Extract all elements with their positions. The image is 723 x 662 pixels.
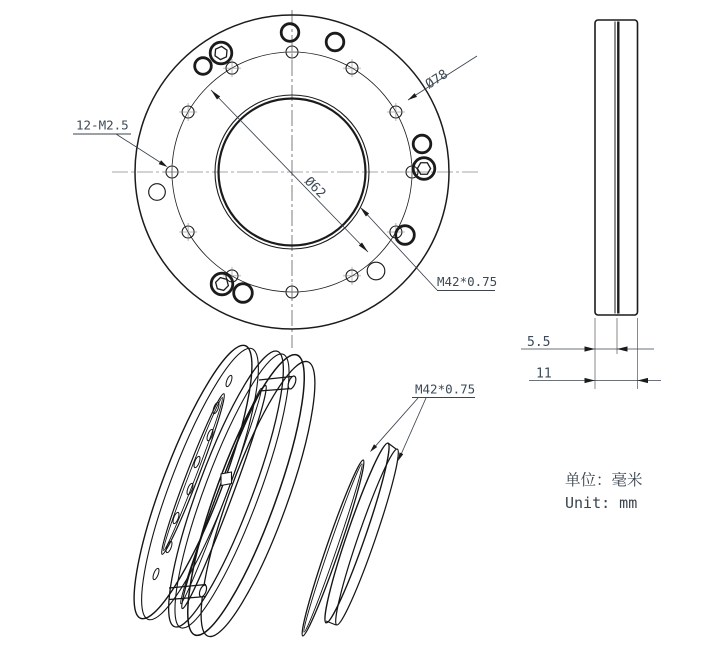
hex-socket-screws: [210, 42, 435, 295]
front-view: [112, 10, 478, 348]
thread-label-front: M42*0.75: [437, 274, 498, 289]
side-profile: [595, 20, 638, 315]
dim-inner-thickness: [521, 335, 654, 352]
exploded-view: [114, 335, 406, 646]
inner-thickness-label: 5.5: [527, 335, 551, 350]
outer-dia-label: Ø78: [423, 66, 451, 93]
bore-dia-label: Ø62: [301, 174, 329, 202]
total-thickness-label: 11: [536, 366, 552, 382]
m42-ring: [297, 440, 406, 638]
unit-label-chinese: 单位：毫米: [565, 471, 643, 489]
side-view: [521, 20, 661, 389]
extension-lines: [595, 318, 638, 389]
unit-label-english: Unit: mm: [565, 494, 638, 512]
unit-note: [565, 471, 643, 512]
dim-bolt-holes: [73, 118, 168, 168]
dim-bore-dia: [211, 90, 368, 252]
thread-label-exploded: M42*0.75: [415, 381, 476, 397]
screw-tab: [221, 472, 232, 486]
bolt-holes-label: 12-M2.5: [76, 117, 129, 133]
counterbore-holes: [195, 24, 431, 303]
dim-thread-exploded: [370, 382, 475, 462]
